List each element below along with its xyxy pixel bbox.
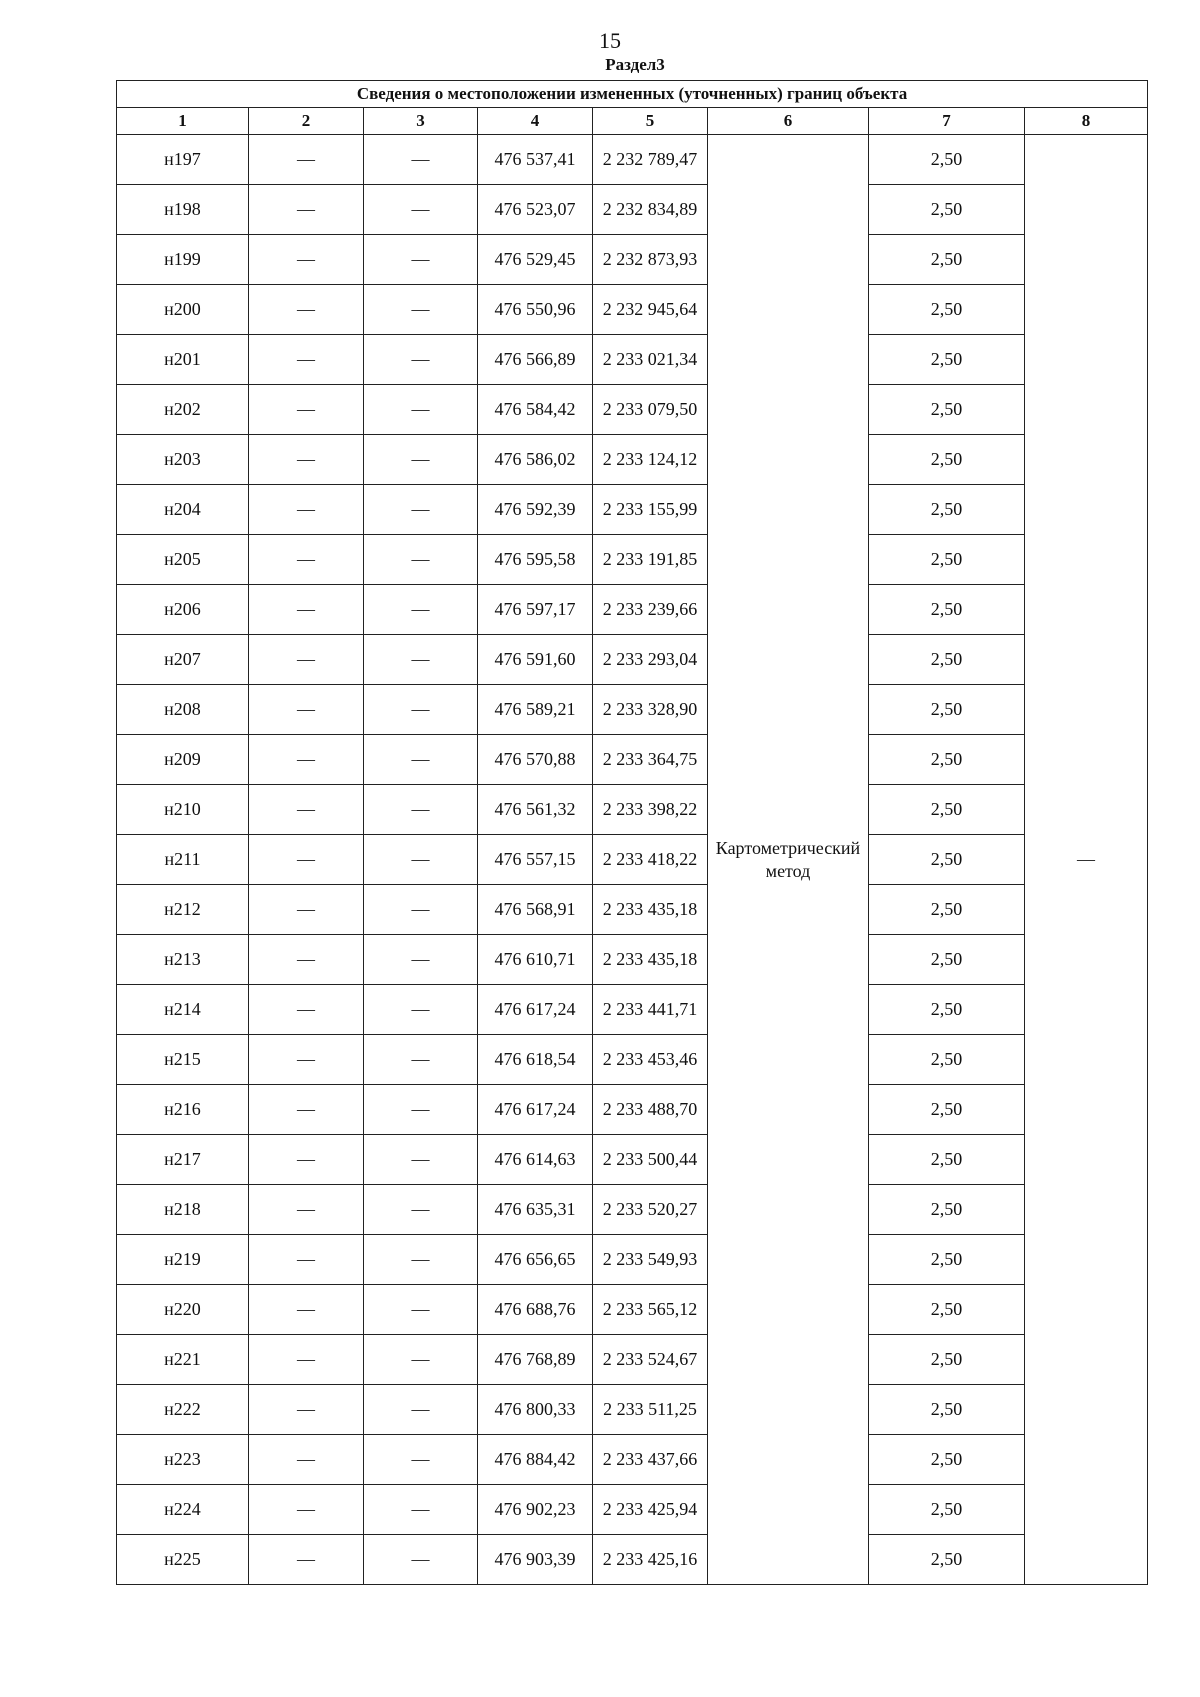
col2-cell: —	[249, 335, 364, 385]
table-row	[117, 235, 1148, 285]
y-coordinate-cell: 2 232 834,89	[593, 185, 708, 235]
col8-cell: —	[1025, 135, 1148, 1585]
table-row	[117, 835, 1148, 885]
accuracy-cell: 2,50	[869, 1335, 1025, 1385]
table-row	[117, 1235, 1148, 1285]
x-coordinate-cell: 476 537,41	[478, 135, 593, 185]
page-number: 15	[599, 28, 621, 53]
point-name-cell: н222	[117, 1385, 249, 1435]
y-coordinate-cell: 2 233 488,70	[593, 1085, 708, 1135]
y-coordinate-cell: 2 233 453,46	[593, 1035, 708, 1085]
accuracy-cell: 2,50	[869, 235, 1025, 285]
table-row	[117, 385, 1148, 435]
col3-cell: —	[364, 485, 478, 535]
section-title: Раздел3	[605, 55, 665, 74]
accuracy-cell: 2,50	[869, 585, 1025, 635]
point-name-cell: н211	[117, 835, 249, 885]
point-name-cell: н223	[117, 1435, 249, 1485]
accuracy-cell: 2,50	[869, 1035, 1025, 1085]
col2-cell: —	[249, 1235, 364, 1285]
point-name-cell: н209	[117, 735, 249, 785]
accuracy-cell: 2,50	[869, 485, 1025, 535]
y-coordinate-cell: 2 233 500,44	[593, 1135, 708, 1185]
x-coordinate-cell: 476 902,23	[478, 1485, 593, 1535]
table-row	[117, 185, 1148, 235]
col3-cell: —	[364, 1285, 478, 1335]
col2-cell: —	[249, 885, 364, 935]
x-coordinate-cell: 476 768,89	[478, 1335, 593, 1385]
table-row	[117, 1385, 1148, 1435]
x-coordinate-cell: 476 589,21	[478, 685, 593, 735]
accuracy-cell: 2,50	[869, 1385, 1025, 1435]
point-name-cell: н201	[117, 335, 249, 385]
accuracy-cell: 2,50	[869, 385, 1025, 435]
col3-cell: —	[364, 785, 478, 835]
col3-cell: —	[364, 1485, 478, 1535]
y-coordinate-cell: 2 233 524,67	[593, 1335, 708, 1385]
accuracy-cell: 2,50	[869, 1535, 1025, 1585]
table-row	[117, 585, 1148, 635]
col2-cell: —	[249, 285, 364, 335]
point-name-cell: н206	[117, 585, 249, 635]
col2-cell: —	[249, 1135, 364, 1185]
accuracy-cell: 2,50	[869, 685, 1025, 735]
accuracy-cell: 2,50	[869, 735, 1025, 785]
x-coordinate-cell: 476 566,89	[478, 335, 593, 385]
col2-cell: —	[249, 385, 364, 435]
point-name-cell: н220	[117, 1285, 249, 1335]
table-row	[117, 685, 1148, 735]
x-coordinate-cell: 476 656,65	[478, 1235, 593, 1285]
col2-cell: —	[249, 1435, 364, 1485]
x-coordinate-cell: 476 570,88	[478, 735, 593, 785]
x-coordinate-cell: 476 523,07	[478, 185, 593, 235]
table-row	[117, 785, 1148, 835]
accuracy-cell: 2,50	[869, 285, 1025, 335]
point-name-cell: н224	[117, 1485, 249, 1535]
col2-cell: —	[249, 985, 364, 1035]
accuracy-cell: 2,50	[869, 1285, 1025, 1335]
y-coordinate-cell: 2 233 425,16	[593, 1535, 708, 1585]
y-coordinate-cell: 2 233 549,93	[593, 1235, 708, 1285]
table-row	[117, 1485, 1148, 1535]
col2-cell: —	[249, 485, 364, 535]
col2-cell: —	[249, 1185, 364, 1235]
accuracy-cell: 2,50	[869, 985, 1025, 1035]
col3-cell: —	[364, 435, 478, 485]
point-name-cell: н200	[117, 285, 249, 335]
x-coordinate-cell: 476 903,39	[478, 1535, 593, 1585]
point-name-cell: н212	[117, 885, 249, 935]
col3-cell: —	[364, 1185, 478, 1235]
col3-cell: —	[364, 1535, 478, 1585]
y-coordinate-cell: 2 232 789,47	[593, 135, 708, 185]
y-coordinate-cell: 2 233 520,27	[593, 1185, 708, 1235]
col3-cell: —	[364, 1135, 478, 1185]
accuracy-cell: 2,50	[869, 1185, 1025, 1235]
col2-cell: —	[249, 1285, 364, 1335]
accuracy-cell: 2,50	[869, 535, 1025, 585]
table-row	[117, 985, 1148, 1035]
accuracy-cell: 2,50	[869, 935, 1025, 985]
col3-cell: —	[364, 935, 478, 985]
point-name-cell: н219	[117, 1235, 249, 1285]
col3-cell: —	[364, 1035, 478, 1085]
col3-cell: —	[364, 235, 478, 285]
col3-cell: —	[364, 535, 478, 585]
table-row	[117, 1285, 1148, 1335]
col2-cell: —	[249, 1085, 364, 1135]
y-coordinate-cell: 2 233 565,12	[593, 1285, 708, 1335]
table-row	[117, 135, 1148, 185]
accuracy-cell: 2,50	[869, 1435, 1025, 1485]
col3-cell: —	[364, 1085, 478, 1135]
table-row	[117, 1185, 1148, 1235]
y-coordinate-cell: 2 233 364,75	[593, 735, 708, 785]
col2-cell: —	[249, 735, 364, 785]
table-row	[117, 435, 1148, 485]
accuracy-cell: 2,50	[869, 1085, 1025, 1135]
point-name-cell: н225	[117, 1535, 249, 1585]
table-row	[117, 635, 1148, 685]
table-row	[117, 485, 1148, 535]
table-row	[117, 285, 1148, 335]
col3-cell: —	[364, 1385, 478, 1435]
point-name-cell: н207	[117, 635, 249, 685]
y-coordinate-cell: 2 233 435,18	[593, 935, 708, 985]
table-caption: Сведения о местоположении измененных (уточненных) границ объекта	[117, 81, 1148, 108]
point-name-cell: н208	[117, 685, 249, 735]
col3-cell: —	[364, 1435, 478, 1485]
x-coordinate-cell: 476 610,71	[478, 935, 593, 985]
col2-cell: —	[249, 1485, 364, 1535]
col3-cell: —	[364, 585, 478, 635]
x-coordinate-cell: 476 584,42	[478, 385, 593, 435]
accuracy-cell: 2,50	[869, 1485, 1025, 1535]
point-name-cell: н214	[117, 985, 249, 1035]
table-row	[117, 1335, 1148, 1385]
y-coordinate-cell: 2 233 155,99	[593, 485, 708, 535]
y-coordinate-cell: 2 233 191,85	[593, 535, 708, 585]
table-row	[117, 535, 1148, 585]
point-name-cell: н202	[117, 385, 249, 435]
y-coordinate-cell: 2 233 441,71	[593, 985, 708, 1035]
accuracy-cell: 2,50	[869, 135, 1025, 185]
y-coordinate-cell: 2 233 124,12	[593, 435, 708, 485]
accuracy-cell: 2,50	[869, 185, 1025, 235]
col2-cell: —	[249, 1535, 364, 1585]
y-coordinate-cell: 2 232 873,93	[593, 235, 708, 285]
col3-cell: —	[364, 835, 478, 885]
col3-cell: —	[364, 185, 478, 235]
point-name-cell: н199	[117, 235, 249, 285]
x-coordinate-cell: 476 617,24	[478, 1085, 593, 1135]
col2-cell: —	[249, 835, 364, 885]
y-coordinate-cell: 2 232 945,64	[593, 285, 708, 335]
point-name-cell: н197	[117, 135, 249, 185]
y-coordinate-cell: 2 233 435,18	[593, 885, 708, 935]
x-coordinate-cell: 476 688,76	[478, 1285, 593, 1335]
table-row	[117, 885, 1148, 935]
column-number: 8	[1025, 108, 1148, 135]
col2-cell: —	[249, 585, 364, 635]
col2-cell: —	[249, 185, 364, 235]
col2-cell: —	[249, 785, 364, 835]
col3-cell: —	[364, 285, 478, 335]
col3-cell: —	[364, 1335, 478, 1385]
col3-cell: —	[364, 135, 478, 185]
column-number: 4	[478, 108, 593, 135]
point-name-cell: н213	[117, 935, 249, 985]
point-name-cell: н204	[117, 485, 249, 535]
x-coordinate-cell: 476 884,42	[478, 1435, 593, 1485]
column-number: 1	[117, 108, 249, 135]
y-coordinate-cell: 2 233 418,22	[593, 835, 708, 885]
accuracy-cell: 2,50	[869, 1135, 1025, 1185]
point-name-cell: н205	[117, 535, 249, 585]
x-coordinate-cell: 476 597,17	[478, 585, 593, 635]
x-coordinate-cell: 476 614,63	[478, 1135, 593, 1185]
col3-cell: —	[364, 985, 478, 1035]
point-name-cell: н203	[117, 435, 249, 485]
y-coordinate-cell: 2 233 239,66	[593, 585, 708, 635]
table-row	[117, 1135, 1148, 1185]
col2-cell: —	[249, 935, 364, 985]
x-coordinate-cell: 476 635,31	[478, 1185, 593, 1235]
y-coordinate-cell: 2 233 328,90	[593, 685, 708, 735]
col3-cell: —	[364, 685, 478, 735]
x-coordinate-cell: 476 618,54	[478, 1035, 593, 1085]
accuracy-cell: 2,50	[869, 435, 1025, 485]
accuracy-cell: 2,50	[869, 785, 1025, 835]
accuracy-cell: 2,50	[869, 335, 1025, 385]
col3-cell: —	[364, 885, 478, 935]
point-name-cell: н221	[117, 1335, 249, 1385]
col3-cell: —	[364, 335, 478, 385]
col2-cell: —	[249, 1385, 364, 1435]
y-coordinate-cell: 2 233 079,50	[593, 385, 708, 435]
x-coordinate-cell: 476 617,24	[478, 985, 593, 1035]
x-coordinate-cell: 476 561,32	[478, 785, 593, 835]
col2-cell: —	[249, 435, 364, 485]
table-row	[117, 735, 1148, 785]
column-number: 2	[249, 108, 364, 135]
col2-cell: —	[249, 135, 364, 185]
col2-cell: —	[249, 1035, 364, 1085]
column-number: 6	[708, 108, 869, 135]
col2-cell: —	[249, 635, 364, 685]
point-name-cell: н210	[117, 785, 249, 835]
col3-cell: —	[364, 635, 478, 685]
x-coordinate-cell: 476 529,45	[478, 235, 593, 285]
x-coordinate-cell: 476 592,39	[478, 485, 593, 535]
table-row	[117, 935, 1148, 985]
y-coordinate-cell: 2 233 398,22	[593, 785, 708, 835]
y-coordinate-cell: 2 233 511,25	[593, 1385, 708, 1435]
y-coordinate-cell: 2 233 293,04	[593, 635, 708, 685]
x-coordinate-cell: 476 568,91	[478, 885, 593, 935]
column-number: 5	[593, 108, 708, 135]
x-coordinate-cell: 476 557,15	[478, 835, 593, 885]
y-coordinate-cell: 2 233 021,34	[593, 335, 708, 385]
col3-cell: —	[364, 735, 478, 785]
point-name-cell: н216	[117, 1085, 249, 1135]
point-name-cell: н217	[117, 1135, 249, 1185]
accuracy-cell: 2,50	[869, 1235, 1025, 1285]
col2-cell: —	[249, 1335, 364, 1385]
table-row	[117, 1535, 1148, 1585]
point-name-cell: н215	[117, 1035, 249, 1085]
table-row	[117, 1035, 1148, 1085]
col3-cell: —	[364, 385, 478, 435]
y-coordinate-cell: 2 233 425,94	[593, 1485, 708, 1535]
col2-cell: —	[249, 685, 364, 735]
x-coordinate-cell: 476 591,60	[478, 635, 593, 685]
col2-cell: —	[249, 535, 364, 585]
column-number: 7	[869, 108, 1025, 135]
x-coordinate-cell: 476 800,33	[478, 1385, 593, 1435]
col2-cell: —	[249, 235, 364, 285]
column-number: 3	[364, 108, 478, 135]
table-row	[117, 1435, 1148, 1485]
table-row	[117, 1085, 1148, 1135]
point-name-cell: н218	[117, 1185, 249, 1235]
method-cell: Картометрический метод	[708, 135, 869, 1585]
table-row	[117, 335, 1148, 385]
x-coordinate-cell: 476 586,02	[478, 435, 593, 485]
boundary-coordinates-table	[116, 80, 1148, 1585]
column-number-row	[117, 108, 1148, 135]
x-coordinate-cell: 476 595,58	[478, 535, 593, 585]
accuracy-cell: 2,50	[869, 885, 1025, 935]
x-coordinate-cell: 476 550,96	[478, 285, 593, 335]
point-name-cell: н198	[117, 185, 249, 235]
accuracy-cell: 2,50	[869, 835, 1025, 885]
col3-cell: —	[364, 1235, 478, 1285]
y-coordinate-cell: 2 233 437,66	[593, 1435, 708, 1485]
accuracy-cell: 2,50	[869, 635, 1025, 685]
